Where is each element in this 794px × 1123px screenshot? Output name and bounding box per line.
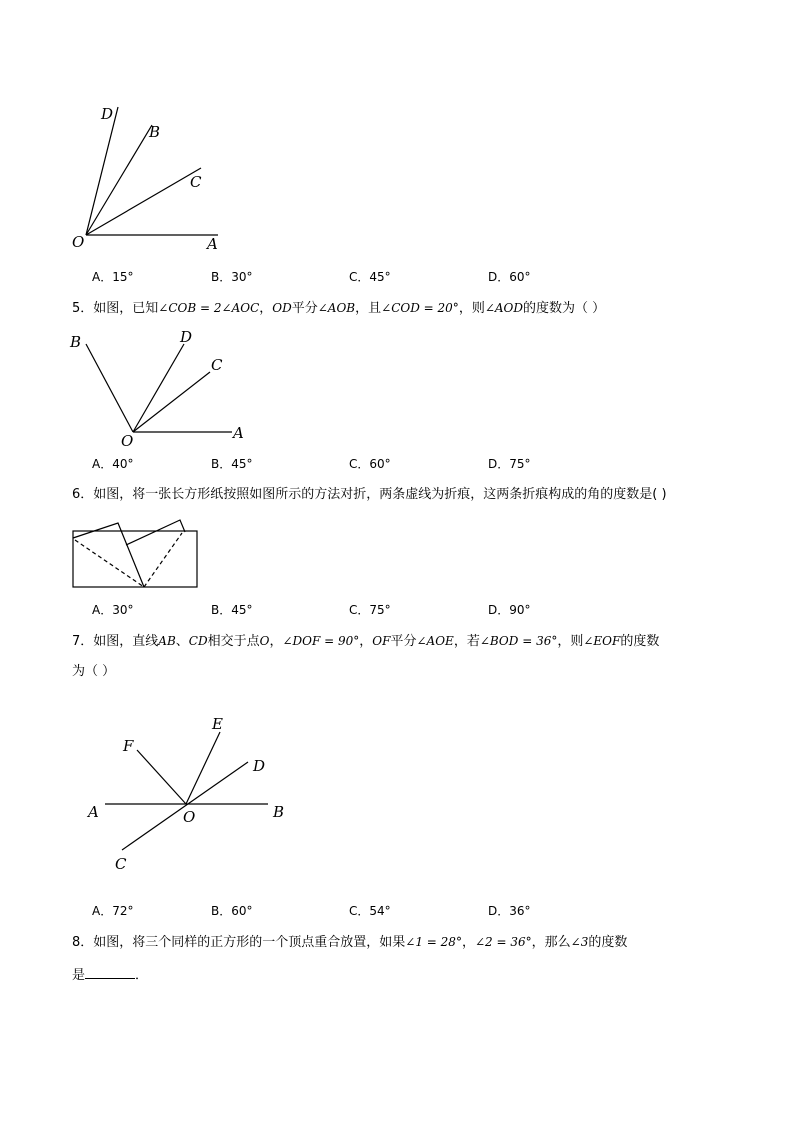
q7-text-6: 平分: [390, 634, 417, 649]
q8-stem-line-2: [72, 966, 148, 984]
q7-text-2: 、: [175, 634, 189, 649]
q8-number: 8．: [72, 935, 94, 950]
q4-option-c[interactable]: C．45°: [349, 270, 391, 284]
q7-intersecting-lines-figure: [80, 710, 300, 880]
q8-answer-blank[interactable]: [85, 966, 135, 979]
q4-option-b[interactable]: B．30°: [211, 270, 253, 284]
q7-text-9: 的度数: [620, 634, 660, 649]
label-o: O: [72, 233, 85, 251]
q7-math-4: ∠DOF = 90°: [282, 634, 360, 648]
label-c: C: [211, 356, 223, 374]
q7-option-b[interactable]: B．60°: [211, 904, 253, 918]
ray-of: [137, 750, 186, 804]
ray-oc: [133, 372, 210, 432]
label-a: A: [207, 235, 218, 253]
line-cd: [122, 762, 248, 850]
q5-option-c[interactable]: C．60°: [349, 457, 391, 471]
label-b: B: [70, 333, 82, 351]
q6-option-a[interactable]: A．30°: [92, 603, 134, 617]
q5-text-1: 如图，已知: [93, 301, 159, 316]
q8-math-3: ∠3: [570, 935, 589, 949]
q7-text-3: 相交于点: [207, 634, 260, 649]
q5-math-5: ∠AOD: [484, 301, 524, 315]
q6-stem: [72, 487, 667, 503]
q8-text-line-2-pre: 是: [72, 968, 86, 983]
q5-math-2: OD: [272, 301, 292, 315]
crease-right: [144, 533, 182, 587]
q5-option-b[interactable]: B．45°: [211, 457, 253, 471]
q4-option-a[interactable]: A．15°: [92, 270, 134, 284]
q8-text-4: 的度数: [588, 935, 628, 950]
q8-stem-line-1: [72, 934, 627, 951]
q5-option-a[interactable]: A．40°: [92, 457, 134, 471]
q7-text-8: ，则: [557, 634, 584, 649]
ray-ob: [86, 344, 133, 432]
q5-text-3: 平分: [291, 301, 318, 316]
q5-text-6: 的度数为（ ）: [523, 301, 606, 316]
fold-flap-right: [126, 520, 185, 545]
q8-text-3: ，那么: [531, 935, 571, 950]
label-e: E: [212, 715, 223, 733]
q8-math-1: ∠1 = 28°: [405, 935, 462, 949]
crease-left: [75, 540, 144, 587]
q7-math-6: ∠AOE: [416, 634, 454, 648]
ray-oc: [86, 168, 201, 235]
q5-text-5: ，则: [458, 301, 485, 316]
q6-option-c[interactable]: C．75°: [349, 603, 391, 617]
label-a: A: [233, 424, 244, 442]
q7-stem-line-1: [72, 633, 659, 650]
q7-option-d[interactable]: D．36°: [488, 904, 531, 918]
q7-math-7: ∠BOD = 36°: [479, 634, 558, 648]
q7-number: 7．: [72, 634, 94, 649]
label-c: C: [190, 173, 202, 191]
q7-text-7: ，若: [453, 634, 480, 649]
q8-text-2: ，: [461, 935, 475, 950]
q5-stem: [72, 300, 605, 317]
ray-od: [133, 344, 184, 432]
q6-option-b[interactable]: B．45°: [211, 603, 253, 617]
label-d: D: [180, 328, 193, 346]
q7-math-5: OF: [372, 634, 391, 648]
label-c: C: [115, 855, 127, 873]
q7-text-line-2: 为（ ）: [72, 664, 116, 679]
q6-text: 6．如图，将一张长方形纸按照如图所示的方法对折，两条虚线为折痕，这两条折痕构成的角的度数是( ): [72, 487, 667, 502]
q6-option-d[interactable]: D．90°: [488, 603, 531, 617]
q7-text-5: ，: [359, 634, 373, 649]
q8-text-1: 如图，将三个同样的正方形的一个顶点重合放置，如果: [93, 935, 406, 950]
q8-math-2: ∠2 = 36°: [474, 935, 532, 949]
q5-text-4: ，且: [355, 301, 382, 316]
paper-rectangle: [73, 531, 197, 587]
q7-option-a[interactable]: A．72°: [92, 904, 134, 918]
label-o: O: [121, 432, 134, 450]
label-b: B: [273, 803, 285, 821]
ray-ob: [86, 125, 152, 235]
q5-option-d[interactable]: D．75°: [488, 457, 531, 471]
q5-math-4: ∠COD = 20°: [381, 301, 459, 315]
q5-math-3: ∠AOB: [317, 301, 356, 315]
ray-od: [86, 107, 118, 235]
q4-option-d[interactable]: D．60°: [488, 270, 531, 284]
q7-math-3: O: [259, 634, 270, 648]
q7-stem-line-2: [72, 664, 115, 680]
label-d: D: [253, 757, 266, 775]
label-b: B: [149, 123, 161, 141]
label-d: D: [101, 105, 114, 123]
label-a: A: [88, 803, 99, 821]
q5-angle-figure: [60, 322, 260, 450]
q7-math-1: AB: [158, 634, 176, 648]
label-o: O: [183, 808, 196, 826]
q5-math-1: ∠COB = 2∠AOC: [158, 301, 260, 315]
q7-option-c[interactable]: C．54°: [349, 904, 391, 918]
q6-folded-paper-figure: [66, 512, 206, 594]
q8-text-line-2-post: ．: [135, 968, 149, 983]
label-f: F: [123, 737, 134, 755]
q7-text-4: ，: [269, 634, 283, 649]
q7-text-1: 如图，直线: [93, 634, 159, 649]
q7-math-2: CD: [188, 634, 208, 648]
q5-number: 5．: [72, 301, 94, 316]
fold-flap-left: [73, 523, 144, 587]
q7-math-8: ∠EOF: [583, 634, 621, 648]
q4-angle-figure: [60, 95, 240, 260]
q5-text-2: ，: [259, 301, 273, 316]
